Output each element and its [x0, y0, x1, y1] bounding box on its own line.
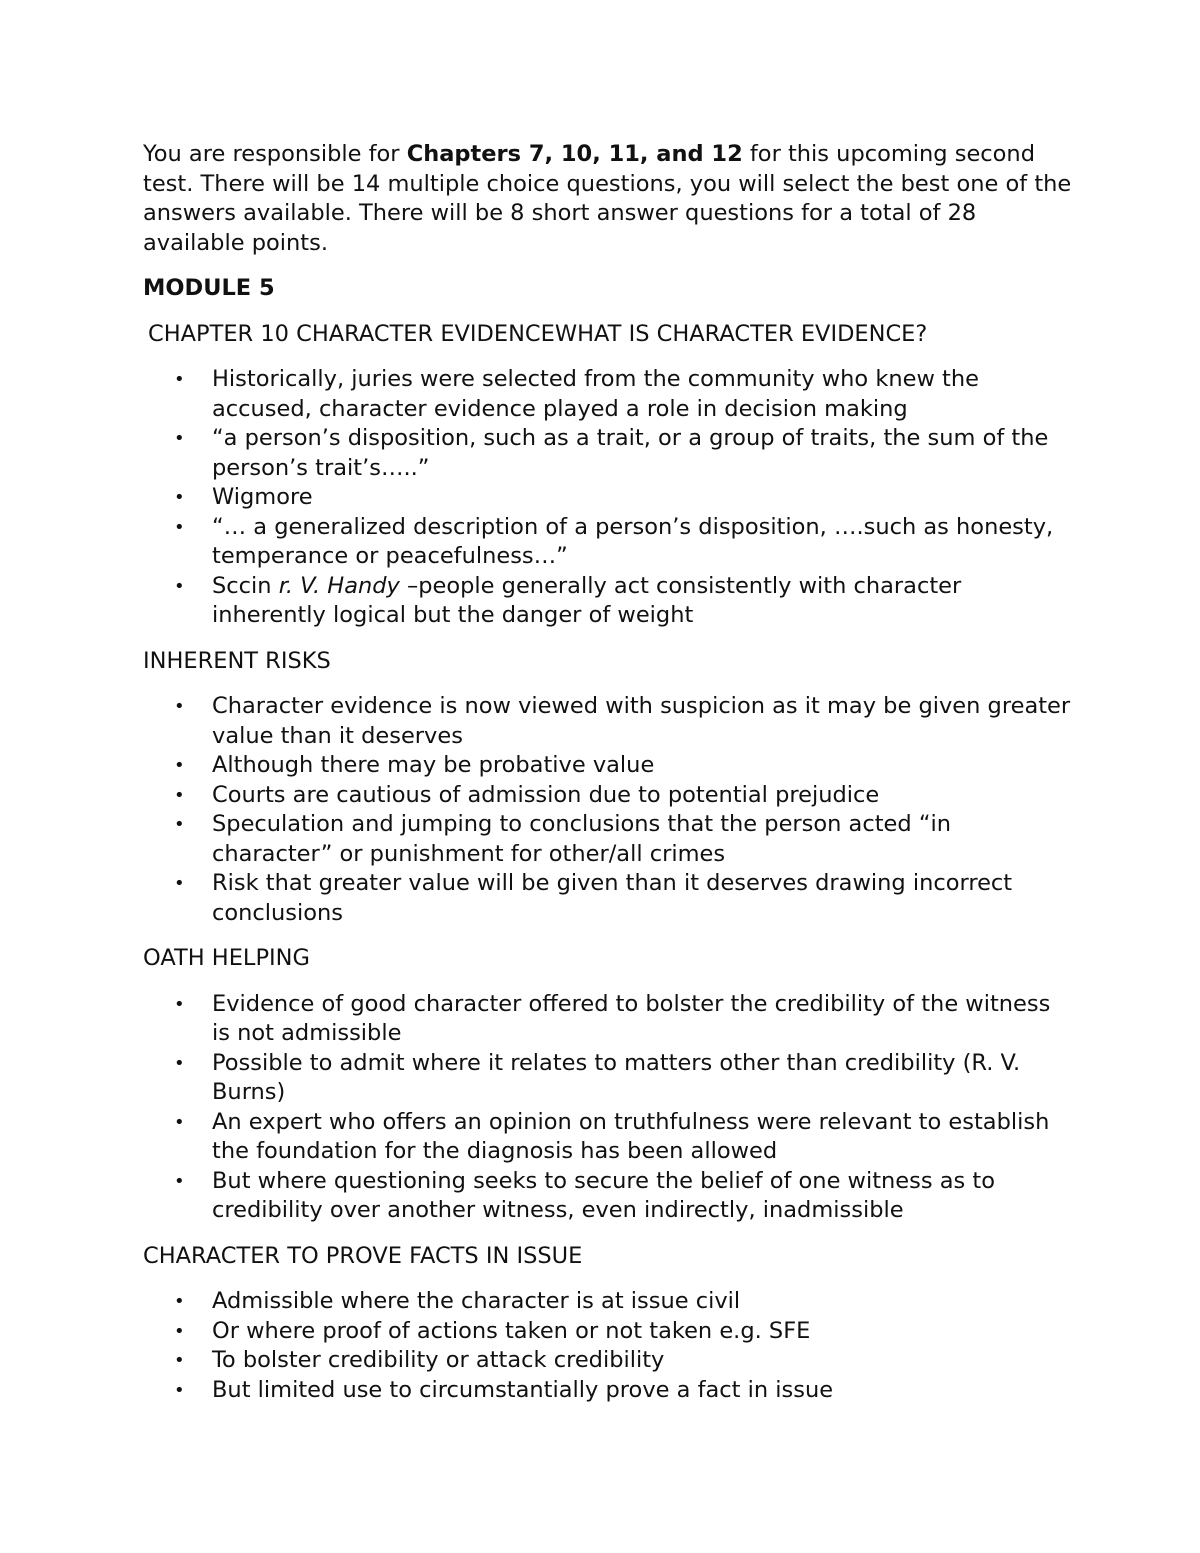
case-suffix: –people generally act consistently with character inherently logical but the danger of weight: [212, 572, 962, 628]
list-item: [143, 365, 1073, 424]
intro-text-start: You are responsible for: [143, 141, 407, 167]
list-item-text: Admissible where the character is at issue civil: [212, 1288, 741, 1314]
list-item: [143, 1167, 1073, 1226]
bullet-icon: •: [174, 755, 185, 776]
bullet-icon: •: [174, 1291, 185, 1312]
list-item: [143, 1108, 1073, 1167]
bullet-icon: •: [174, 784, 185, 806]
section-heading-oath-helping: OATH HELPING: [143, 945, 310, 971]
bullet-icon: •: [174, 814, 185, 835]
list-item: [143, 483, 1073, 513]
list-item-text: “a person’s disposition, such as a trait, or a group of traits, the sum of the person’s trait’s…..”: [212, 425, 1049, 481]
bullet-icon: •: [174, 696, 185, 717]
list-item: [143, 424, 1073, 483]
list-item-text: Possible to admit where it relates to matters other than credibility (R. V. Burns): [212, 1049, 1021, 1105]
list-item: [143, 751, 1073, 781]
bullet-icon: •: [174, 1350, 185, 1371]
list-item: [143, 869, 1073, 928]
list-item-text: But where questioning seeks to secure the belief of one witness as to credibility over another witness, even indirectly, inadmissible: [212, 1167, 995, 1223]
case-name-italic: r. V. Handy: [278, 572, 400, 599]
list-item: [143, 990, 1073, 1049]
bullet-icon: •: [174, 575, 185, 597]
list-item: [143, 1049, 1073, 1108]
list-item: [143, 1376, 1073, 1406]
list-item-text: To bolster credibility or attack credibility: [212, 1347, 665, 1373]
bullet-icon: •: [174, 516, 185, 538]
list-item-text: Although there may be probative value: [212, 752, 655, 778]
bullet-icon: •: [174, 487, 185, 508]
chapter-title: CHAPTER 10 CHARACTER EVIDENCEWHAT IS CHARACTER EVIDENCE?: [148, 320, 928, 347]
bullet-icon: •: [174, 873, 185, 894]
module-title: MODULE 5: [143, 275, 275, 301]
bullet-icon: •: [174, 1320, 185, 1342]
list-item: [143, 1287, 1073, 1317]
list-item: [143, 781, 1073, 811]
list-item: [143, 1346, 1073, 1376]
list-item-text: Courts are cautious of admission due to potential prejudice: [212, 781, 880, 808]
list-item-text: Evidence of good character offered to bolster the credibility of the witness is not admissible: [212, 990, 1051, 1046]
oath-helping-list: [143, 990, 1073, 1226]
section-heading-facts-in-issue: CHARACTER TO PROVE FACTS IN ISSUE: [143, 1242, 583, 1269]
list-item-text: Character evidence is now viewed with suspicion as it may be given greater value than it deserves: [212, 693, 1071, 749]
case-prefix: Sccin: [212, 572, 279, 599]
bullet-icon: •: [174, 993, 185, 1015]
document-page: [143, 140, 1073, 1421]
list-item: [143, 513, 1073, 572]
bullet-icon: •: [174, 428, 185, 449]
list-item-text: Speculation and jumping to conclusions that the person acted “in character” or punishment for other/all crimes: [212, 811, 951, 867]
list-item-text: “… a generalized description of a person’s disposition, ….such as honesty, temperance or peacefulness…”: [212, 513, 1054, 569]
inherent-risks-list: [143, 692, 1073, 928]
list-item-text: But limited use to circumstantially prove a fact in issue: [212, 1376, 834, 1403]
facts-in-issue-list: [143, 1287, 1073, 1405]
bullet-icon: •: [174, 1170, 185, 1192]
bullet-icon: •: [174, 1052, 185, 1074]
bullet-icon: •: [174, 369, 185, 390]
list-item: [143, 692, 1073, 751]
list-item-text: An expert who offers an opinion on truthfulness were relevant to establish the foundation for the diagnosis has been allowed: [212, 1108, 1050, 1164]
list-item-text: Risk that greater value will be given than it deserves drawing incorrect conclusions: [212, 870, 1013, 926]
list-item-text: Historically, juries were selected from the community who knew the accused, character evidence played a role in decision making: [212, 366, 979, 422]
list-item: [143, 1317, 1073, 1347]
intro-chapters-bold: Chapters 7, 10, 11, and 12: [406, 141, 743, 167]
intro-paragraph: [143, 140, 1073, 258]
list-item-text: Wigmore: [212, 484, 313, 510]
bullet-icon: •: [174, 1111, 185, 1133]
bullet-icon: •: [174, 1379, 185, 1401]
list-item: [143, 810, 1073, 869]
character-evidence-list: [143, 365, 1073, 631]
section-heading-inherent-risks: INHERENT RISKS: [143, 647, 331, 674]
intro-text-end: for this upcoming second test. There will be 14 multiple choice questions, you will select the best one of the answers available. There will be 8 short answer questions for a total of 28 available points.: [143, 141, 1072, 256]
list-item: [143, 572, 1073, 631]
list-item-text: Or where proof of actions taken or not taken e.g. SFE: [212, 1317, 811, 1344]
